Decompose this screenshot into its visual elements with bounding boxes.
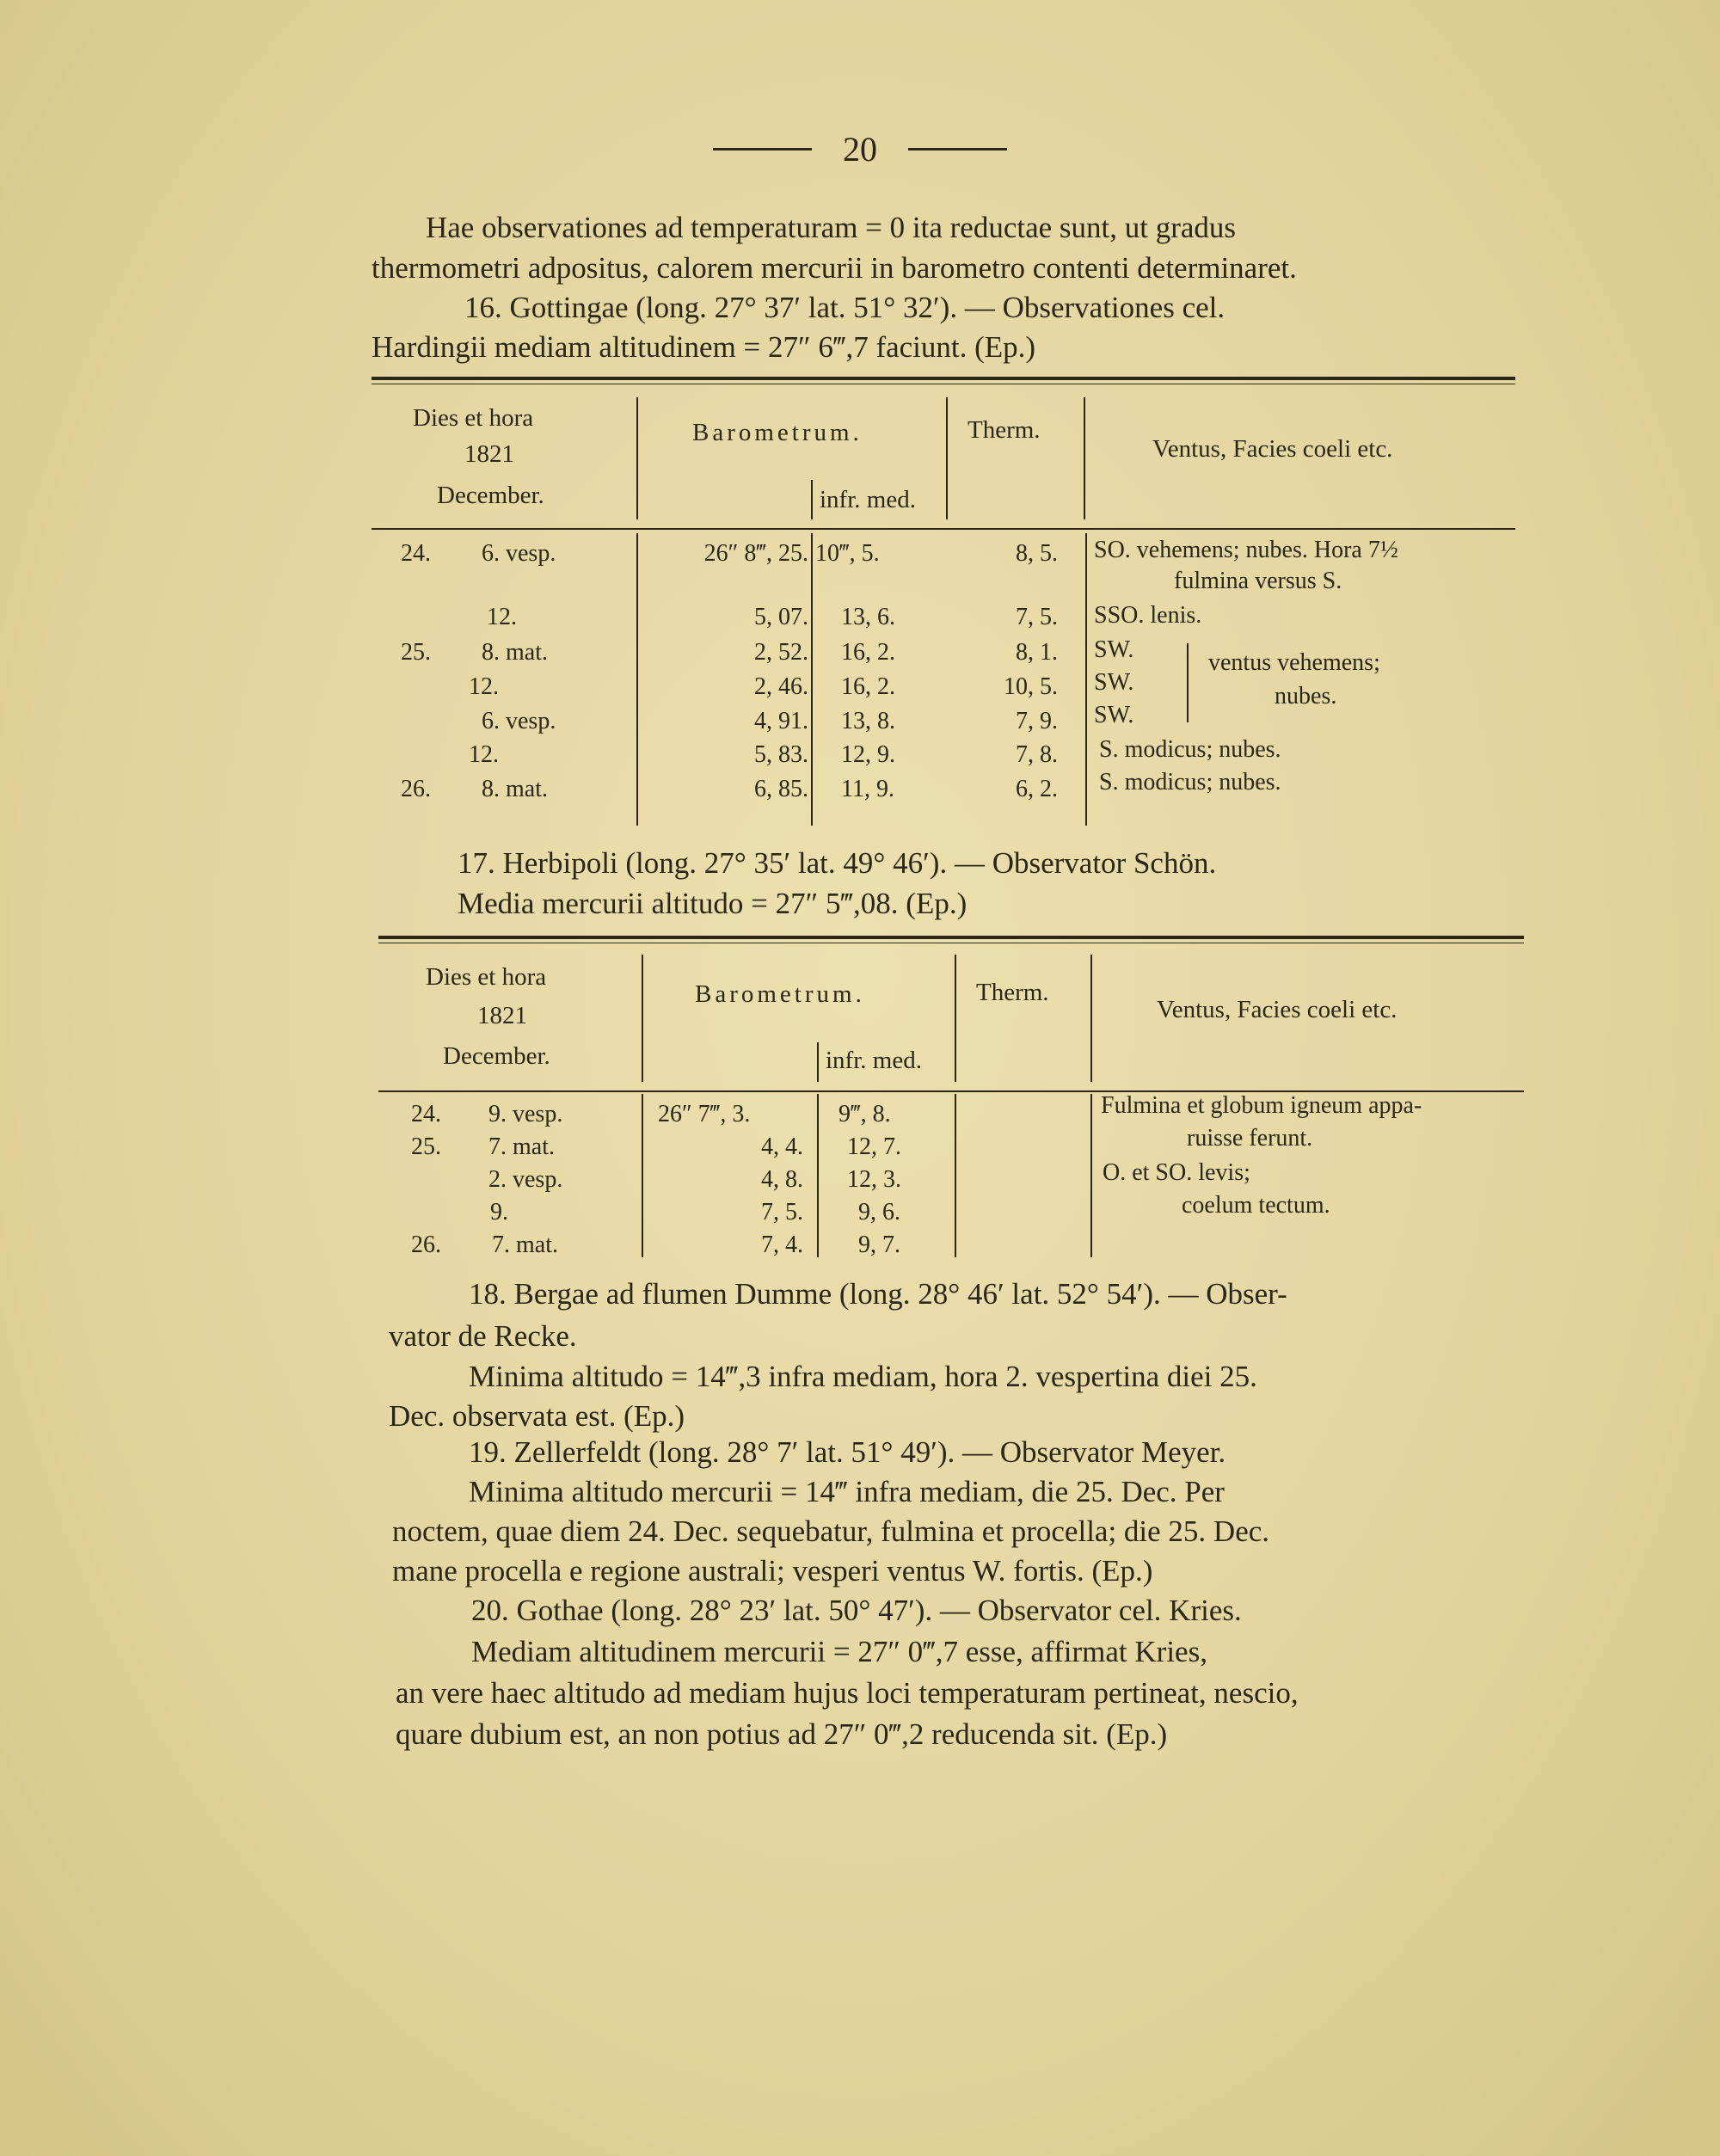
section-19-line-4: mane procella e regione australi; vesperi ventus W. fortis. (Ep.) xyxy=(392,1554,1153,1588)
t1-ventus-brace-b: nubes. xyxy=(1275,683,1337,709)
t2-r0-infr: 9‴, 8. xyxy=(838,1101,891,1127)
section-19-line-3: noctem, quae diem 24. Dec. sequebatur, fulmina et procella; die 25. Dec. xyxy=(392,1514,1270,1548)
t2-r2-hour: 2. vesp. xyxy=(488,1166,563,1193)
t1-r0-infr: 10‴, 5. xyxy=(815,540,880,567)
t1-r1-infr: 13, 6. xyxy=(841,604,895,630)
table2-hdr-year: 1821 xyxy=(477,1002,527,1029)
section-20-line-4: quare dubium est, an non potius ad 27″ 0‴,2 reducenda sit. (Ep.) xyxy=(396,1717,1168,1751)
table1-infr-tick xyxy=(811,480,813,519)
table2-top-rule xyxy=(378,936,1524,939)
section-18-line-4: Dec. observata est. (Ep.) xyxy=(389,1399,685,1433)
t2-r2-baro: 4, 8. xyxy=(761,1166,803,1193)
page-header xyxy=(0,129,1720,169)
t1-r2-infr: 16, 2. xyxy=(841,639,895,666)
t1-r1-therm: 7, 5. xyxy=(1016,604,1058,630)
t1-ventus-sw2: SW. xyxy=(1094,669,1134,696)
t2-r1-day: 25. xyxy=(411,1133,441,1160)
table2-vline-1a xyxy=(642,955,643,1082)
t1-r4-therm: 7, 9. xyxy=(1016,708,1058,734)
t1-r3-infr: 16, 2. xyxy=(841,673,895,700)
t1-r0-therm: 8, 5. xyxy=(1016,540,1058,567)
section-17-line-2: Media mercurii altitudo = 27″ 5‴,08. (Ep.) xyxy=(458,887,968,920)
table1-hdr-therm: Therm. xyxy=(968,416,1041,444)
t1-r1-baro: 5, 07. xyxy=(754,604,808,630)
table2-vline-2b xyxy=(955,1094,956,1257)
t2-ventus-l2: ruisse ferunt. xyxy=(1187,1125,1313,1152)
t2-r4-hour: 7. mat. xyxy=(492,1232,558,1258)
t1-r2-hour: 8. mat. xyxy=(482,639,548,666)
t1-ventus-brace-a: ventus vehemens; xyxy=(1208,649,1380,676)
t2-r3-hour: 9. xyxy=(490,1199,508,1225)
table1-vline-3b xyxy=(1085,533,1087,826)
t1-ventus-brace xyxy=(1187,643,1189,722)
t1-r5-baro: 5, 83. xyxy=(754,741,808,768)
table1-vline-3a xyxy=(1084,397,1085,519)
section-20-line-2: Mediam altitudinem mercurii = 27″ 0‴,7 esse, affirmat Kries, xyxy=(471,1635,1207,1668)
t1-r6-therm: 6, 2. xyxy=(1016,776,1058,802)
table2-hdr-month: December. xyxy=(443,1042,550,1070)
t1-r5-infr: 12, 9. xyxy=(841,741,895,768)
t2-r4-day: 26. xyxy=(411,1232,441,1258)
t1-r6-hour: 8. mat. xyxy=(482,776,548,802)
header-rule-left xyxy=(713,148,812,150)
t2-r1-hour: 7. mat. xyxy=(488,1133,555,1160)
t2-r0-day: 24. xyxy=(411,1101,441,1127)
t2-r3-baro: 7, 5. xyxy=(761,1199,803,1225)
t1-r4-baro: 4, 91. xyxy=(754,708,808,734)
t1-ventus-r0b: fulmina versus S. xyxy=(1174,568,1342,594)
table2-vline-3b xyxy=(1090,1094,1092,1257)
table1-vline-1a xyxy=(636,397,638,519)
table1-hdr-infr-med: infr. med. xyxy=(820,486,916,513)
section-18-line-2: vator de Recke. xyxy=(389,1319,577,1353)
page-number: 20 xyxy=(843,130,877,169)
table1-vline-2a xyxy=(946,397,948,519)
t1-ventus-r6: S. modicus; nubes. xyxy=(1099,769,1281,795)
t1-r0-hour: 6. vesp. xyxy=(482,540,556,567)
t1-r2-day: 25. xyxy=(401,639,431,666)
t1-r3-therm: 10, 5. xyxy=(1004,673,1058,700)
table1-hdr-dies: Dies et hora xyxy=(413,404,534,432)
t1-ventus-sw1: SW. xyxy=(1094,636,1134,663)
section-20-line-1: 20. Gothae (long. 28° 23′ lat. 50° 47′). — Observator cel. Kries. xyxy=(471,1594,1242,1627)
table1-header-rule xyxy=(372,528,1515,530)
t1-r0-baro: 26″ 8‴, 25. xyxy=(703,540,808,567)
table2-hdr-dies: Dies et hora xyxy=(426,963,547,991)
table2-hdr-barometrum: Barometrum. xyxy=(695,980,865,1008)
t2-r3-infr: 9, 6. xyxy=(858,1199,900,1225)
t2-r2-infr: 12, 3. xyxy=(847,1166,901,1193)
section-16-line-1: 16. Gottingae (long. 27° 37′ lat. 51° 32′). — Observationes cel. xyxy=(464,291,1226,324)
t2-ventus-l3: O. et SO. levis; xyxy=(1103,1159,1250,1186)
t1-r5-therm: 7, 8. xyxy=(1016,741,1058,768)
t1-ventus-r0: SO. vehemens; nubes. Hora 7½ xyxy=(1094,537,1398,563)
t2-r4-baro: 7, 4. xyxy=(761,1232,803,1258)
section-20-line-3: an vere haec altitudo ad mediam hujus loci temperaturam pertineat, nescio, xyxy=(396,1676,1299,1710)
t1-r1-hour: 12. xyxy=(487,604,517,630)
t2-ventus-l1: Fulmina et globum igneum appa- xyxy=(1101,1092,1422,1119)
t2-r0-baro: 26″ 7‴, 3. xyxy=(658,1101,751,1127)
table2-vline-1c xyxy=(817,1094,819,1257)
t1-r6-baro: 6, 85. xyxy=(754,776,808,802)
t1-ventus-r1: SSO. lenis. xyxy=(1094,602,1202,629)
section-17-line-1: 17. Herbipoli (long. 27° 35′ lat. 49° 46′). — Observator Schön. xyxy=(458,846,1217,880)
table2-vline-3a xyxy=(1090,955,1092,1082)
t2-r0-hour: 9. vesp. xyxy=(488,1101,563,1127)
table2-vline-2a xyxy=(955,955,956,1082)
table2-infr-tick xyxy=(817,1042,819,1082)
table1-hdr-ventus: Ventus, Facies coeli etc. xyxy=(1152,435,1393,463)
t2-r4-infr: 9, 7. xyxy=(858,1232,900,1258)
intro-line-2: thermometri adpositus, calorem mercurii in barometro contenti determinaret. xyxy=(372,251,1297,285)
table2-hdr-infr-med: infr. med. xyxy=(826,1047,922,1074)
section-19-line-2: Minima altitudo mercurii = 14‴ infra mediam, die 25. Dec. Per xyxy=(469,1475,1225,1508)
table2-hdr-ventus: Ventus, Facies coeli etc. xyxy=(1157,996,1398,1023)
t1-ventus-sw3: SW. xyxy=(1094,702,1134,728)
t2-r1-baro: 4, 4. xyxy=(761,1133,803,1160)
t1-r6-day: 26. xyxy=(401,776,431,802)
intro-line-1: Hae observationes ad temperaturam = 0 ita reductae sunt, ut gradus xyxy=(426,211,1237,244)
table1-hdr-barometrum: Barometrum. xyxy=(692,419,863,446)
t2-ventus-l4: coelum tectum. xyxy=(1182,1192,1330,1219)
t1-r6-infr: 11, 9. xyxy=(841,776,894,802)
t1-r3-hour: 12. xyxy=(469,673,499,700)
t1-r2-baro: 2, 52. xyxy=(754,639,808,666)
section-16-line-2: Hardingii mediam altitudinem = 27″ 6‴,7 faciunt. (Ep.) xyxy=(372,330,1036,364)
table1-hdr-year: 1821 xyxy=(464,440,514,468)
t1-r2-therm: 8, 1. xyxy=(1016,639,1058,666)
t1-ventus-r5: S. modicus; nubes. xyxy=(1099,736,1281,763)
table1-hdr-month: December. xyxy=(437,482,544,509)
table2-hdr-therm: Therm. xyxy=(976,979,1049,1006)
t2-r1-infr: 12, 7. xyxy=(847,1133,901,1160)
table1-top-rule xyxy=(372,377,1515,380)
section-18-line-1: 18. Bergae ad flumen Dumme (long. 28° 46′ lat. 52° 54′). — Obser- xyxy=(469,1277,1287,1311)
header-rule-right xyxy=(908,148,1007,150)
t1-r3-baro: 2, 46. xyxy=(754,673,808,700)
table1-vline-1c xyxy=(811,533,813,826)
section-19-line-1: 19. Zellerfeldt (long. 28° 7′ lat. 51° 49′). — Observator Meyer. xyxy=(469,1435,1226,1469)
t1-r5-hour: 12. xyxy=(469,741,499,768)
t1-r0-day: 24. xyxy=(401,540,431,567)
section-18-line-3: Minima altitudo = 14‴,3 infra mediam, hora 2. vespertina diei 25. xyxy=(469,1360,1257,1393)
t1-r4-infr: 13, 8. xyxy=(841,708,895,734)
t1-r4-hour: 6. vesp. xyxy=(482,708,556,734)
